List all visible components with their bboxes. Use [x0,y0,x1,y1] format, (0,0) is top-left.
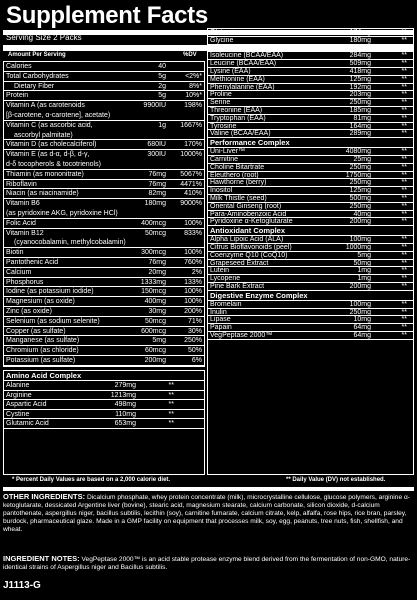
nutrient-name: Papain [210,324,232,332]
divider [3,487,414,491]
nutrient-amount: 200mg [349,282,371,290]
nutrient-dv: ** [401,83,407,91]
nutrient-row [208,107,413,115]
nutrient-row [208,187,413,195]
nutrient-row [4,258,204,268]
nutrient-dv: 6% [191,356,202,364]
nutrient-amount: 500mg [349,194,371,202]
nutrient-dv: 170% [184,141,202,149]
nutrient-name: Tryptophan (EAA) [210,114,266,122]
nutrient-dv: ** [168,401,174,409]
other-ingredients-label: OTHER INGREDIENTS: [3,492,86,501]
nutrient-amount: 81mg [353,114,371,122]
nutrient-name: Cystine [6,410,30,418]
nutrient-row [208,29,413,37]
nutrient-dv: ** [401,91,407,99]
nutrient-amount: 9900IU [143,102,166,110]
nutrient-row [4,248,204,258]
nutrient-name: Iodine (as potassium iodide) [6,288,94,296]
nutrient-name: VegPeptase 2000™ [210,331,273,339]
nutrient-amount: 100mg [349,300,371,308]
nutrient-dv: ** [168,382,174,389]
nutrient-row [208,84,413,92]
footnote-dv: * Percent Daily Values are based on a 2,000 calorie diet. [12,477,171,483]
nutrient-name: Potassium (as sulfate) [6,356,76,364]
nutrient-amount: 1000mg [345,243,371,251]
nutrient-row [4,419,204,429]
nutrient-name: Vitamin A (as carotenoids [6,102,85,110]
nutrient-name: ascorbyl palmitate) [14,131,73,139]
nutrient-name: Hawthorne (berry) [210,179,267,187]
nutrient-amount: 1333mg [140,278,166,286]
nutrient-amount: 250mg [349,163,371,171]
nutrient-amount: 82mg [148,190,166,198]
nutrient-amount: 50mcg [144,317,166,325]
nutrient-name: Biotin [6,249,24,257]
nutrient-row [4,400,204,410]
nutrient-dv: 10%* [185,92,202,100]
nutrient-dv: 9000% [180,200,202,208]
nutrient-dv: ** [401,316,407,324]
nutrient-dv: ** [401,36,407,44]
nutrient-dv: ** [401,300,407,308]
nutrient-amount: 1mg [357,267,371,275]
nutrient-dv: 250% [184,337,202,345]
nutrient-amount: 64mg [353,331,371,339]
nutrient-row [208,91,413,99]
nutrient-row [4,82,204,92]
nutrient-name: Selenium (as sodium selenite) [6,317,100,325]
nutrient-amount: 192mg [349,83,371,91]
nutrient-dv: ** [401,187,407,195]
nutrient-row [208,195,413,203]
right-column-panel [207,28,414,475]
nutrient-amount: 200mg [144,356,166,364]
nutrient-row [208,211,413,219]
product-code: J1113-G [3,580,41,591]
nutrient-dv: 410% [184,190,202,198]
nutrient-name: Eleuthero (root) [210,171,259,179]
nutrient-name: Manganese (as sulfate) [6,337,80,345]
nutrient-row [208,218,413,226]
nutrient-amount: 1213mg [110,391,136,399]
nutrient-dv: ** [401,267,407,275]
nutrient-row [4,111,204,121]
nutrient-dv: ** [401,163,407,171]
nutrient-row [208,37,413,45]
nutrient-amount: 1mg [357,275,371,283]
nutrient-row [208,156,413,164]
nutrient-row [4,229,204,239]
nutrient-dv: ** [401,130,407,138]
nutrient-dv: ** [401,179,407,187]
nutrient-name: Calories [6,63,32,70]
nutrient-amount: 1g [158,121,166,129]
nutrient-dv: ** [401,114,407,122]
nutrient-row [4,346,204,356]
nutrient-name: Zinc (as oxide) [6,307,52,315]
nutrient-name: Glutamic Acid [6,420,49,428]
nutrient-name: Inositol [210,187,233,195]
nutrient-dv: ** [168,410,174,418]
nutrient-row [4,219,204,229]
nutrient-dv: 100% [184,298,202,306]
nutrient-row [208,52,413,60]
nutrient-amount: 30mg [148,307,166,315]
nutrient-name: Vitamin B12 [6,229,44,237]
nutrient-dv: ** [401,202,407,210]
nutrient-row [4,189,204,199]
nutrient-name: Vitamin C (as ascorbic acid, [6,121,93,129]
nutrient-dv: ** [401,106,407,114]
nutrient-amount: 279mg [114,382,136,389]
nutrient-dv: 100% [184,288,202,296]
nutrient-name: Lysine (EAA) [210,67,251,75]
nutrient-amount: 250mg [349,308,371,316]
nutrient-name: Magnesium (as oxide) [6,298,75,306]
nutrient-row [4,170,204,180]
nutrient-amount: 653mg [114,420,136,428]
nutrient-dv: ** [401,44,407,52]
nutrient-name: Dietary Fiber [14,82,55,90]
nutrient-name: Vitamin D (as cholecalciferol) [6,141,97,149]
nutrient-row [4,180,204,190]
nutrient-row [4,101,204,111]
ingredient-notes [3,555,414,572]
nutrient-name: Folic Acid [6,219,36,227]
nutrient-row [208,309,413,317]
nutrient-row [4,238,204,248]
nutrient-row [4,91,204,101]
nutrient-row [208,252,413,260]
nutrient-name: Proline [210,91,232,99]
nutrient-amount: 20mg [148,268,166,276]
nutrient-name: Threonine (EAA) [210,106,263,114]
nutrient-dv: ** [168,420,174,428]
nutrient-name: Arginine [6,391,32,399]
nutrient-row [208,179,413,187]
nutrient-row [4,131,204,141]
nutrient-amount: 250mg [349,202,371,210]
nutrient-dv: 100% [184,249,202,257]
nutrient-dv: ** [401,99,407,107]
nutrient-row [208,164,413,172]
performance-complex-title: Performance Complex [208,138,413,148]
nutrient-dv: 4471% [180,180,202,188]
nutrient-amount: 250mg [349,179,371,187]
nutrient-dv: 8%* [189,82,202,90]
nutrient-row [4,121,204,131]
nutrient-dv: ** [401,60,407,68]
nutrient-name: Riboflavin [6,180,37,188]
nutrient-row [208,283,413,291]
nutrient-name: Carnitine [210,155,239,163]
nutrient-row [4,317,204,327]
nutrient-amount: 1750mg [345,171,371,179]
nutrient-amount: 5g [158,92,166,100]
nutrient-row [4,410,204,420]
nutrient-amount: 509mg [349,60,371,68]
nutrient-row [4,268,204,278]
nutrient-row [208,130,413,138]
nutrient-dv: ** [401,75,407,83]
nutrient-name: Alpha Lipoic Acid (ALA) [210,236,284,244]
nutrient-dv: ** [401,148,407,156]
nutrient-name: (cyanocobalamin, methylcobalamin) [14,239,126,247]
nutrient-name: Valine (BCAA/EAA) [210,130,271,138]
nutrient-dv: 1000% [180,151,202,159]
nutrient-row [208,99,413,107]
nutrient-dv: ** [401,259,407,267]
nutrient-name: Oriental Ginseng (root) [210,202,282,210]
other-ingredients [3,493,414,534]
nutrient-row [208,172,413,180]
nutrient-amount: 185mg [349,106,371,114]
vitamins-minerals-panel [3,61,205,367]
nutrient-name: Total Carbohydrates [6,72,69,80]
nutrient-amount: 25mg [353,155,371,163]
nutrient-amount: 5mg [357,251,371,259]
nutrient-amount: 10mg [353,316,371,324]
nutrient-dv: 100% [184,219,202,227]
nutrient-row [208,236,413,244]
serving-size: Serving Size 2 Packs [6,33,82,42]
nutrient-name: Lycopene [210,275,241,283]
nutrient-name: Pine Bark Extract [210,282,265,290]
nutrient-row [208,301,413,309]
nutrient-amount: 2g [158,82,166,90]
nutrient-dv: ** [401,218,407,226]
nutrient-dv: ** [401,282,407,290]
nutrient-name: d-δ tocopherols & tocotrienols) [6,160,101,168]
digestive-enzyme-complex-title: Digestive Enzyme Complex [208,291,413,301]
nutrient-row [4,356,204,366]
nutrient-row [208,68,413,76]
nutrient-name: Lutein [210,267,230,275]
nutrient-dv: ** [401,52,407,60]
nutrient-row [4,72,204,82]
ingredient-notes-label: INGREDIENT NOTES: [3,554,80,563]
nutrient-name: Vitamin B6 [6,200,40,208]
nutrient-name: Phenylalanine (EAA) [210,83,275,91]
nutrient-row [4,140,204,150]
nutrient-name: [β-carotene, α-carotene], acetate) [6,111,111,119]
nutrient-amount: 4080mg [345,148,371,156]
nutrient-amount: 150mcg [141,288,166,296]
nutrient-amount: 76mg [148,180,166,188]
label-title: Supplement Facts [6,2,208,29]
nutrient-name: Serine [210,99,231,107]
nutrient-dv: ** [401,29,407,36]
nutrient-dv: ** [401,275,407,283]
nutrient-row [4,307,204,317]
nutrient-dv: 50% [187,347,202,355]
nutrient-row [4,327,204,337]
nutrient-name: Pantothenic Acid [6,258,59,266]
nutrient-dv: ** [401,210,407,218]
nutrient-amount: 50mg [353,259,371,267]
nutrient-name: Protein [6,92,29,100]
nutrient-amount: 300mcg [141,249,166,257]
nutrient-amount: 164mg [349,122,371,130]
nutrient-row [208,60,413,68]
nutrient-dv: ** [401,308,407,316]
nutrient-name: Niacin (as niacinamide) [6,190,79,198]
ingredient-notes-text: VegPeptase 2000™ is an acid stable protease enzyme blend derived from the fermentation of non-GMO, nature-identical strains of Aspergillus niger and Bacillus subtilis. [3,556,411,571]
nutrient-name: Coenzyme Q10 (CoQ10) [210,251,288,259]
nutrient-amount: 50mcg [144,229,166,237]
nutrient-name: Leucine (BCAA/EAA) [210,60,277,68]
amino-acid-complex-title: Amino Acid Complex [4,371,204,381]
nutrient-dv: ** [401,67,407,75]
nutrient-dv: ** [401,324,407,332]
nutrient-row [4,336,204,346]
nutrient-amount: 180mg [144,200,166,208]
nutrient-amount: 100mg [349,236,371,244]
nutrient-dv: ** [401,243,407,251]
nutrient-row [208,123,413,131]
nutrient-amount: 125mg [349,187,371,195]
nutrient-row [208,203,413,211]
nutrient-name: Lipase [210,316,231,324]
nutrient-row [4,278,204,288]
nutrient-dv: ** [401,171,407,179]
nutrient-amount: 250mg [349,99,371,107]
nutrient-dv: 2% [191,268,202,276]
nutrient-dv: 5067% [180,170,202,178]
nutrient-row [4,287,204,297]
nutrient-row [208,148,413,156]
nutrient-name: Choline Bitartrate [210,163,265,171]
dv-header: %DV [183,52,197,58]
nutrient-dv: 760% [184,258,202,266]
nutrient-name: Milk Thistle (seed) [210,194,267,202]
nutrient-name: Citrus Bioflavonoids (peel) [210,243,292,251]
nutrient-amount: 76mg [148,170,166,178]
nutrient-dv: ** [401,331,407,339]
nutrient-name: Pyridoxine α-Ketoglutarate [210,218,293,226]
nutrient-amount: 76mg [148,258,166,266]
nutrient-row [208,316,413,324]
nutrient-name: (as pyridoxine AKG, pyridoxine HCl) [6,209,118,217]
nutrient-amount: 40mg [353,210,371,218]
nutrient-row [208,45,413,53]
nutrient-name: Grapeseed Extract [210,259,269,267]
nutrient-amount: 40 [158,63,166,70]
nutrient-amount: 5mg [152,337,166,345]
nutrient-amount: 92mg [353,44,371,52]
nutrient-name: Thiamin (as mononitrate) [6,170,84,178]
antioxidant-complex-title: Antioxidant Complex [208,226,413,236]
nutrient-amount: 200mg [349,218,371,226]
footnote-not-established: ** Daily Value (DV) not established. [286,477,386,483]
nutrient-name: Vitamin E (as d-α, d-β, d-γ, [6,151,90,159]
nutrient-name: Histidine [210,44,237,52]
nutrient-amount: 5g [158,72,166,80]
nutrient-row [208,275,413,283]
nutrient-amount: 284mg [349,52,371,60]
nutrient-name: Calcium [6,268,32,276]
nutrient-name: Inulin [210,308,227,316]
nutrient-name: Aspartic Acid [6,401,47,409]
nutrient-dv: 71% [187,317,202,325]
nutrient-amount: 125mg [349,75,371,83]
nutrient-amount: 300IU [147,151,166,159]
nutrient-name: Uni-Liver™ [210,148,246,156]
other-ingredients-text: Dicalcium phosphate, whey protein concentrate (milk), microcrystalline cellulose, glucose polymers, arginine α-ketoglutarate, dessicated Argentine liver (bovine), stearic acid, magnesium stearate, calcium carbonate, silicon dioxide, d-calcium pantothenate, aspergillus niger, bacillus subtilis, lecithin (soy), carnitine fumarate, calcium citrate, kelp, alfalfa, rose hips, rice bran, parsley, burdock, pharmaceutical glaze. Made in a GMP facility on equipment that processes milk, soy, egg, peanuts, tree nuts, fish, shellfish, and wheat. [3,494,410,533]
nutrient-dv: ** [401,155,407,163]
amino-acid-panel [3,370,205,475]
nutrient-name: Copper (as sulfate) [6,327,66,335]
nutrient-name: Chromium (as chloride) [6,347,79,355]
nutrient-dv: <2%* [185,72,202,80]
nutrient-row [208,267,413,275]
nutrient-row [4,150,204,160]
nutrient-row [4,199,204,209]
amount-header: Amount Per Serving [8,52,66,58]
nutrient-amount: 203mg [349,91,371,99]
nutrient-row [4,381,204,391]
nutrient-dv: ** [401,194,407,202]
nutrient-row [4,209,204,219]
nutrient-dv: ** [401,236,407,244]
nutrient-amount: 400mg [144,298,166,306]
nutrient-row [4,391,204,401]
nutrient-dv: 833% [184,229,202,237]
nutrient-amount: 400mcg [141,219,166,227]
nutrient-amount: 180mg [349,36,371,44]
nutrient-row [208,324,413,332]
nutrient-dv: 1667% [180,121,202,129]
nutrient-name: Alanine [6,382,30,389]
nutrient-amount: 498mg [114,401,136,409]
nutrient-dv: ** [401,251,407,259]
nutrient-row [208,76,413,84]
nutrient-amount: 110mg [115,410,136,418]
nutrient-row [4,297,204,307]
nutrient-name: Glycine [210,36,234,44]
nutrient-amount: 600mcg [141,327,166,335]
nutrient-amount: 174mg [349,29,371,36]
nutrient-dv: 133% [184,278,202,286]
nutrient-row [208,244,413,252]
nutrient-row [208,115,413,123]
nutrient-row [208,332,413,340]
nutrient-dv: ** [168,391,174,399]
nutrient-name: Isoleucine (BCAA/EAA) [210,52,284,60]
nutrient-name: Tyrosine [210,122,237,130]
nutrient-amount: 289mg [349,130,371,138]
nutrient-name: Para-Aminobenzoic Acid [210,210,287,218]
nutrient-dv: ** [401,122,407,130]
nutrient-name: Bromelain [210,300,242,308]
nutrient-dv: 30% [187,327,202,335]
nutrient-name: Methionine (EAA) [210,75,265,83]
nutrient-row [4,160,204,170]
nutrient-amount: 64mg [353,324,371,332]
nutrient-name: Phosphorus [6,278,44,286]
nutrient-row [4,62,204,72]
nutrient-row [208,260,413,268]
nutrient-amount: 418mg [349,67,371,75]
nutrient-amount: 60mcg [144,347,166,355]
nutrient-name: Glutamine [210,29,242,36]
nutrient-dv: 198% [184,102,202,110]
nutrient-amount: 680IU [147,141,166,149]
nutrient-dv: 200% [184,307,202,315]
